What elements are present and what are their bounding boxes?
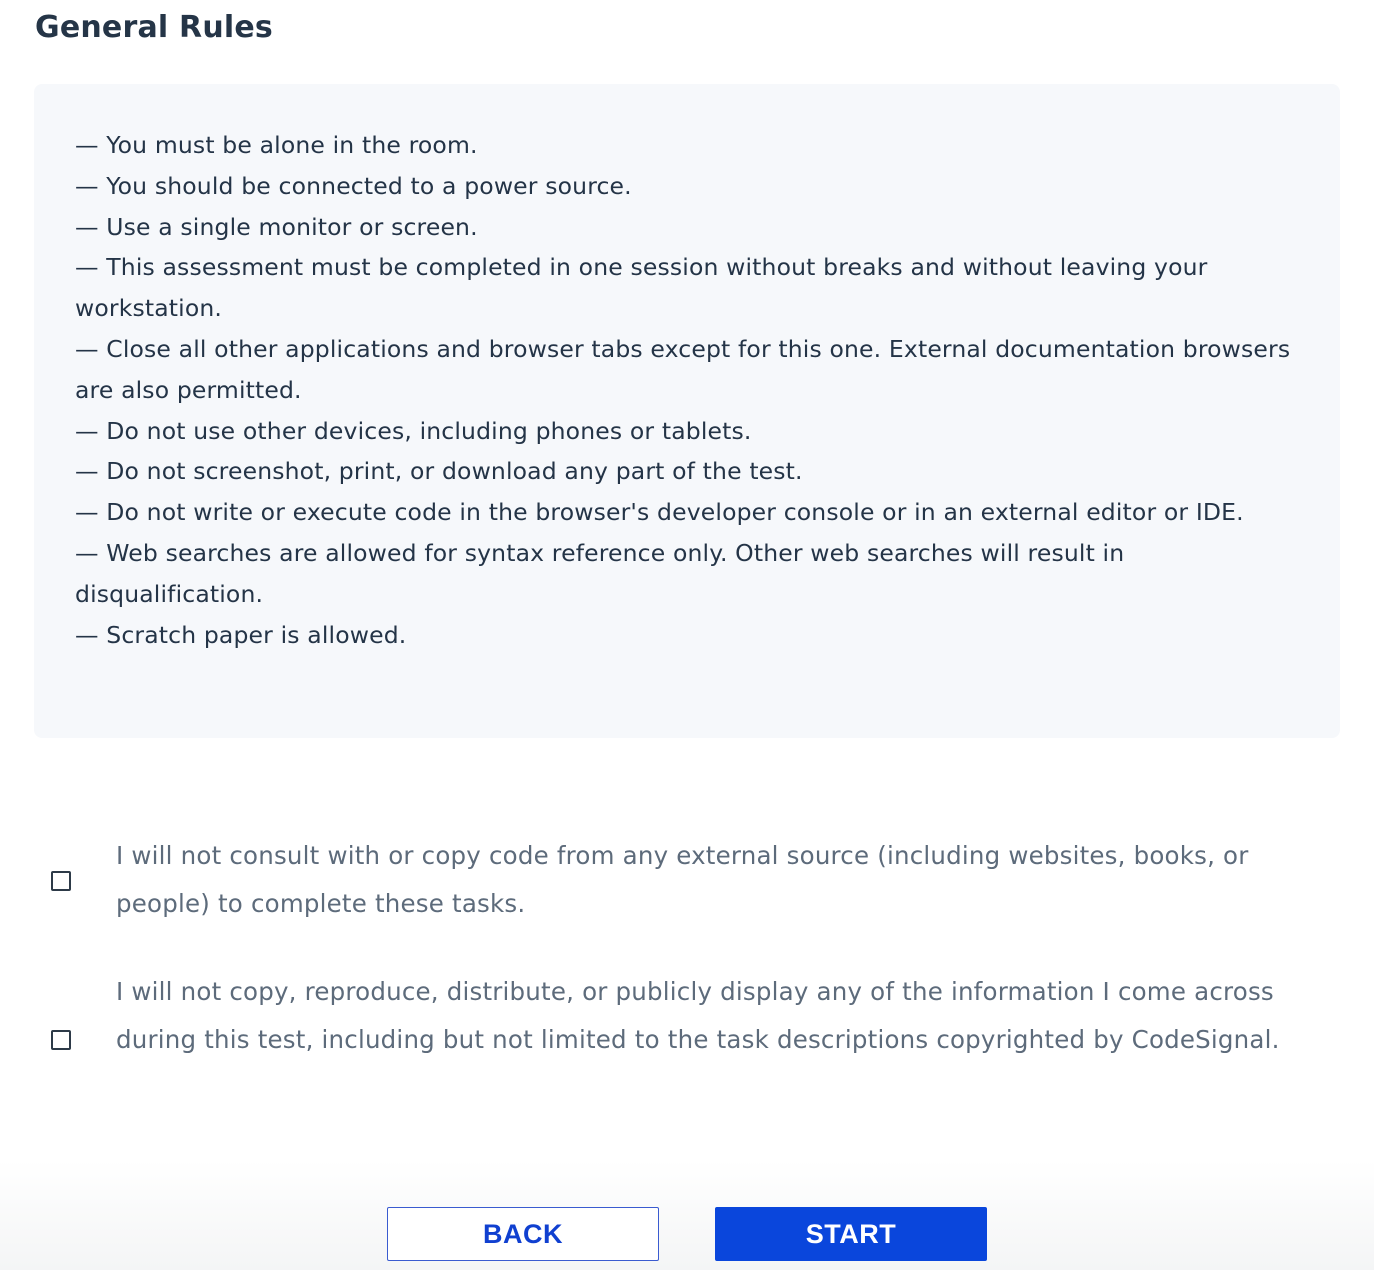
rule-item: — Scratch paper is allowed. bbox=[75, 620, 407, 649]
rule-item: — Close all other applications and browser tabs except for this one. External documentation browsers are also permitted. bbox=[75, 334, 1291, 404]
rule-item: — Do not use other devices, including phones or tablets. bbox=[75, 416, 752, 445]
acknowledgement-no-copying bbox=[0, 968, 1374, 1113]
acknowledgement-checkbox[interactable] bbox=[51, 871, 71, 891]
acknowledgement-external-sources bbox=[0, 832, 1374, 932]
rule-item: — You should be connected to a power source. bbox=[75, 171, 632, 200]
rule-item: — This assessment must be completed in one session without breaks and without leaving your workstation. bbox=[75, 253, 1208, 323]
rule-item: — You must be alone in the room. bbox=[75, 131, 478, 159]
rules-list bbox=[75, 125, 1299, 655]
back-button[interactable]: BACK bbox=[387, 1207, 659, 1261]
acknowledgement-label[interactable]: I will not copy, reproduce, distribute, or publicly display any of the information I come across during this test, including but not limited to the task descriptions copyrighted by CodeSignal. bbox=[116, 977, 1280, 1054]
acknowledgement-label[interactable]: I will not consult with or copy code from any external source (including websites, books, or people) to complete these tasks. bbox=[116, 841, 1249, 918]
rule-item: — Web searches are allowed for syntax reference only. Other web searches will result in disqualification. bbox=[75, 538, 1125, 608]
rules-panel bbox=[34, 84, 1340, 738]
start-button[interactable]: START bbox=[715, 1207, 987, 1261]
rule-item: — Do not screenshot, print, or download any part of the test. bbox=[75, 457, 803, 486]
page-title: General Rules bbox=[35, 10, 273, 45]
rule-item: — Use a single monitor or screen. bbox=[75, 212, 478, 241]
action-footer bbox=[0, 1160, 1374, 1270]
acknowledgement-checkbox[interactable] bbox=[51, 1030, 71, 1050]
rule-item: — Do not write or execute code in the browser's developer console or in an external editor or IDE. bbox=[75, 498, 1244, 527]
